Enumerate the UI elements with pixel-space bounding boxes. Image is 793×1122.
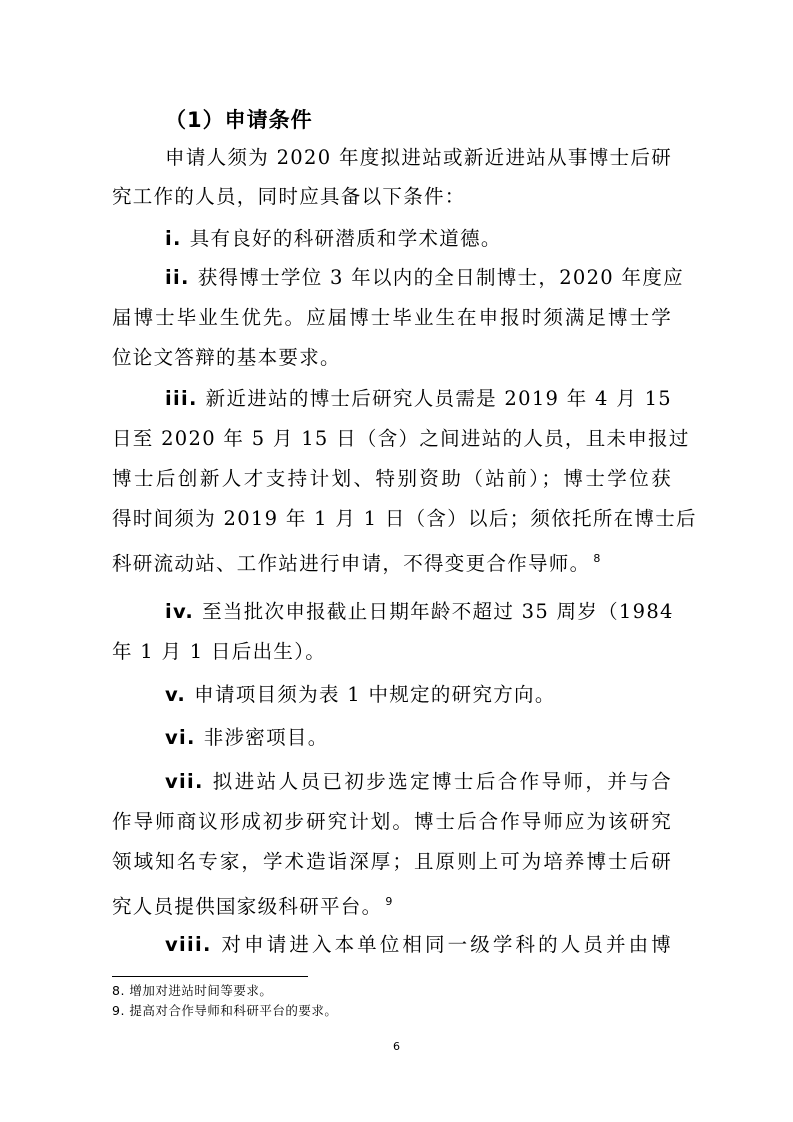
footnote-ref-9[interactable]: 9 [385, 895, 394, 908]
item-marker: ii. [165, 266, 190, 289]
item-text: 具有良好的科研潜质和学术道德。 [189, 227, 502, 250]
item-ii-line-2: 届博士毕业生优先。应届博士毕业生在申报时须满足博士学 [112, 306, 672, 329]
item-marker: iii. [165, 387, 198, 410]
item-iii-line-4: 得时间须为 2019 年 1 月 1 日（含）以后；须依托所在博士后 [112, 507, 697, 530]
item-vii-line-3: 领域知名专家，学术造诣深厚；且原则上可为培养博士后研 [112, 850, 672, 873]
section-heading: （1）申请条件 [165, 108, 313, 132]
footnote-9: 9. 提高对合作导师和科研平台的要求。 [112, 1003, 338, 1018]
condition-item-viii [165, 933, 672, 957]
item-marker: vii. [165, 770, 204, 793]
condition-item-vii [165, 770, 672, 794]
item-marker: iv. [165, 600, 195, 623]
item-marker: i. [165, 227, 182, 250]
page-number: 6 [393, 1040, 400, 1053]
item-text: 获得博士学位 3 年以内的全日制博士，2020 年度应 [197, 266, 684, 289]
item-text: 拟进站人员已初步选定博士后合作导师，并与合 [211, 770, 672, 793]
footnote-8: 8. 增加对进站时间等要求。 [112, 983, 273, 998]
item-vii-line-4 [112, 890, 672, 919]
intro-line-1: 申请人须为 2020 年度拟进站或新近进站从事博士后研 [165, 146, 672, 169]
item-marker: v. [165, 683, 187, 706]
item-text: 究人员提供国家级科研平台。 [112, 895, 383, 918]
footnote-divider [112, 976, 308, 977]
condition-item-vi [165, 726, 672, 750]
item-text: 至当批次申报截止日期年龄不超过 35 周岁（1984 [202, 600, 674, 623]
item-text: 非涉密项目。 [203, 726, 329, 749]
item-text: 科研流动站、工作站进行申请，不得变更合作导师。 [112, 552, 591, 575]
footnote-ref-8[interactable]: 8 [593, 552, 602, 565]
item-marker: viii. [165, 933, 212, 956]
item-iv-line-2: 年 1 月 1 日后出生）。 [112, 640, 327, 663]
item-ii-line-3: 位论文答辩的基本要求。 [112, 346, 341, 369]
item-iii-line-5 [112, 547, 672, 576]
item-iii-line-2: 日至 2020 年 5 月 15 日（含）之间进站的人员，且未申报过 [112, 427, 690, 450]
item-marker: vi. [165, 726, 196, 749]
item-text: 新近进站的博士后研究人员需是 2019 年 4 月 15 [205, 387, 672, 410]
condition-item-v [165, 683, 672, 707]
item-text: 申请项目须为表 1 中规定的研究方向。 [194, 683, 556, 706]
condition-item-iii [165, 387, 672, 411]
intro-line-2: 究工作的人员，同时应具备以下条件： [112, 185, 466, 208]
condition-item-i [165, 227, 672, 251]
item-vii-line-2: 作导师商议形成初步研究计划。博士后合作导师应为该研究 [112, 810, 672, 833]
condition-item-iv [165, 600, 672, 624]
item-iii-line-3: 博士后创新人才支持计划、特别资助（站前）；博士学位获 [112, 467, 672, 490]
condition-item-ii [165, 266, 684, 290]
item-text: 对申请进入本单位相同一级学科的人员并由博 [219, 933, 672, 956]
